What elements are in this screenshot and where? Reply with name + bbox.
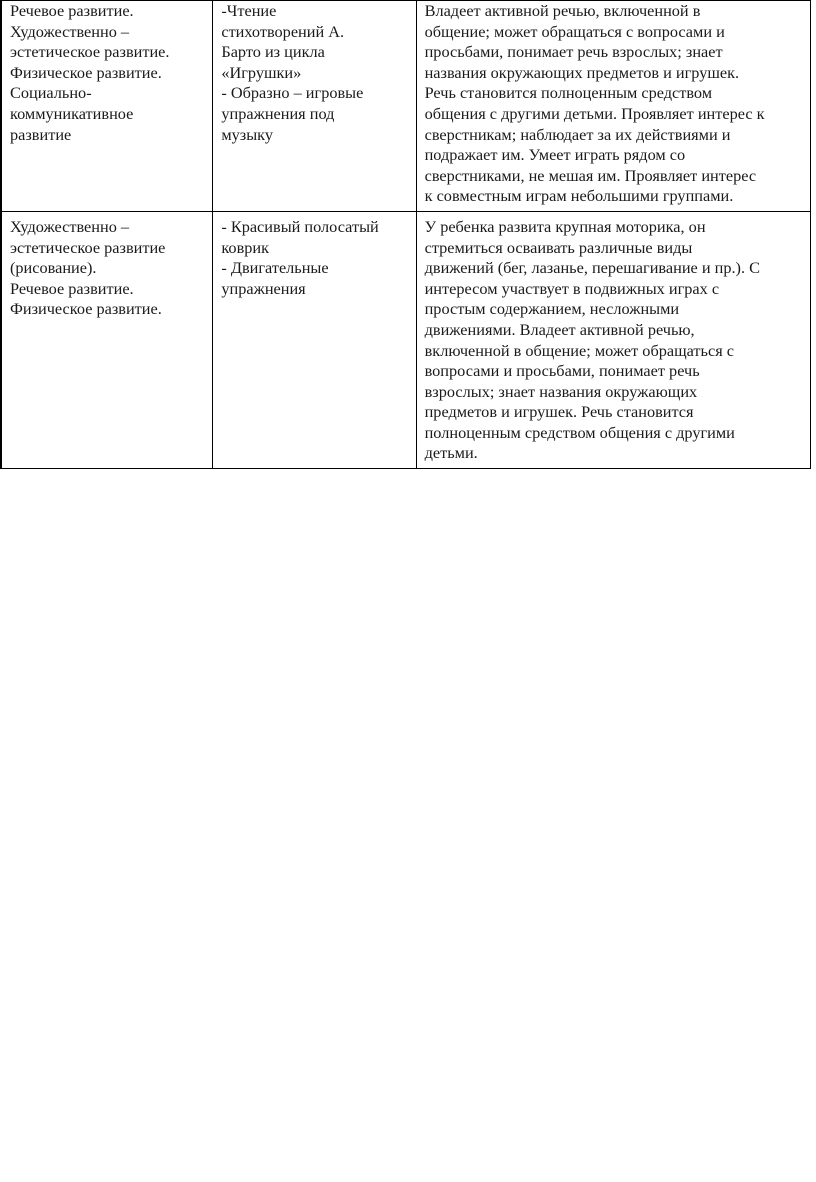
cell-line: эстетическое развитие.	[10, 42, 170, 62]
cell-line: - Образно – игровые	[221, 83, 364, 103]
cell-line: интересом участвует в подвижных играх с	[424, 278, 720, 298]
cell-line: общения с другими детьми. Проявляет интерес к	[424, 103, 765, 123]
cell-line: включенной в общение; может обращаться с	[424, 340, 734, 360]
cell-line: вопросами и просьбами, понимает речь	[424, 361, 700, 381]
cell-line: Художественно –	[10, 21, 130, 41]
cell-line: коврик	[221, 237, 270, 257]
cell-line: просьбами, понимает речь взрослых; знает	[424, 42, 723, 62]
cell-line: детьми.	[424, 443, 478, 463]
cell-line: стремиться осваивать различные виды	[424, 237, 693, 257]
cell-line: полноценным средством общения с другими	[424, 422, 735, 442]
cell-line: (рисование).	[10, 258, 97, 278]
cell-line: движений (бег, лазанье, перешагивание и пр.). С	[424, 258, 760, 278]
cell-line: У ребенка развита крупная моторика, он	[424, 216, 706, 236]
cell-line: к совместным играм небольшими группами.	[424, 186, 734, 206]
cell-line: сверстниками, не мешая им. Проявляет интерес	[424, 165, 757, 185]
cell-line: упражнения под	[221, 103, 335, 123]
cell-line: «Игрушки»	[221, 62, 302, 82]
cell-line: взрослых; знает названия окружающих	[424, 381, 698, 401]
cell-line: Физическое развитие.	[10, 299, 162, 319]
cell-line: Владеет активной речью, включенной в	[424, 1, 701, 20]
cell-line: коммуникативное	[10, 103, 134, 123]
cell-line: Социально-	[10, 83, 92, 103]
cell-line: Физическое развитие.	[10, 62, 162, 82]
activity-table	[0, 0, 811, 469]
cell-line: Барто из цикла	[221, 42, 325, 62]
cell-line: стихотворений А.	[221, 21, 345, 41]
cell-line: -Чтение	[221, 1, 277, 20]
cell-line: простым содержанием, несложными	[424, 299, 680, 319]
table-row	[1, 211, 811, 468]
cell-line: движениями. Владеет активной речью,	[424, 319, 695, 339]
cell-line: Речевое развитие.	[10, 1, 134, 20]
expected-results-cell	[416, 211, 810, 468]
expected-results-cell	[416, 1, 810, 212]
cell-line: - Двигательные	[221, 258, 329, 278]
cell-line: общение; может обращаться с вопросами и	[424, 21, 725, 41]
cell-line: сверстникам; наблюдает за их действиями и	[424, 124, 731, 144]
cell-line: Художественно –	[10, 216, 130, 236]
cell-line: развитие	[10, 124, 72, 144]
cell-line: подражает им. Умеет играть рядом со	[424, 145, 686, 165]
educational-areas-cell	[2, 1, 213, 212]
cell-line: названия окружающих предметов и игрушек.	[424, 62, 740, 82]
cell-line: Речевое развитие.	[10, 278, 134, 298]
educational-areas-cell	[2, 211, 213, 468]
cell-line: музыку	[221, 124, 273, 144]
cell-line: Речь становится полноценным средством	[424, 83, 713, 103]
table-row	[1, 1, 811, 212]
cell-line: упражнения	[221, 278, 306, 298]
activity-forms-cell	[213, 1, 416, 212]
cell-line: - Красивый полосатый	[221, 216, 379, 236]
cell-line: эстетическое развитие	[10, 237, 166, 257]
cell-line: предметов и игрушек. Речь становится	[424, 402, 694, 422]
activity-forms-cell	[213, 211, 416, 468]
